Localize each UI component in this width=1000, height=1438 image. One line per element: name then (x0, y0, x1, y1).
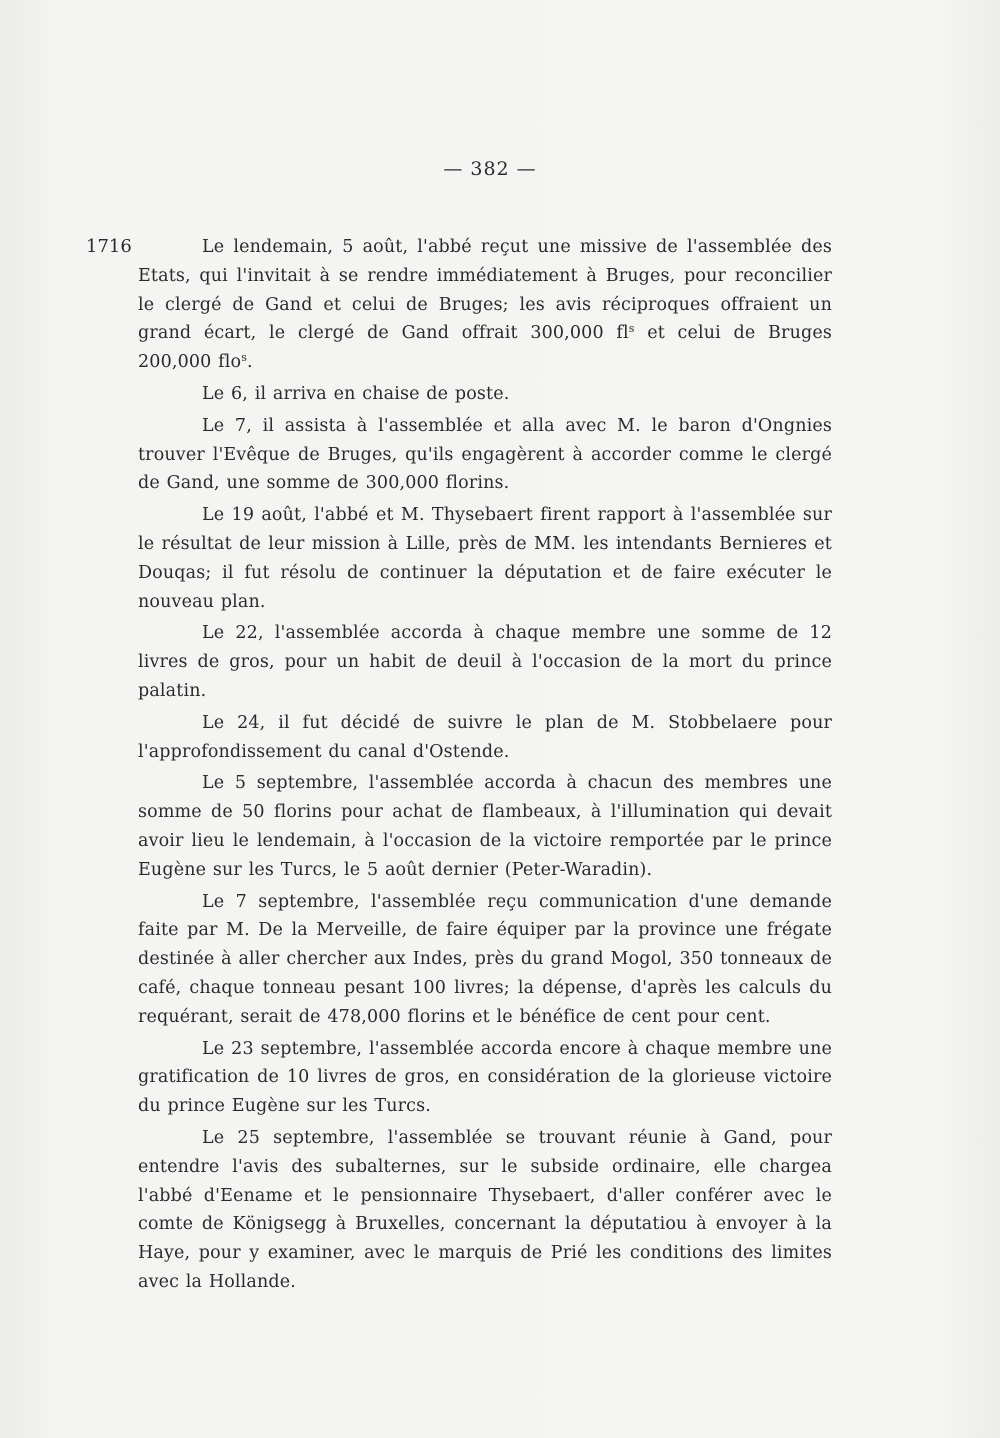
paragraph-1-text-c: . (247, 352, 253, 373)
paragraph-7: Le 5 septembre, l'assemblée accorda à chacun des membres une somme de 50 florins pour achat de flambeaux, à l'illumination qui devait avoir lieu le lendemain, à l'occasion de la victoire remportée par le prince Eugène sur les Turcs, le 5 août dernier (Peter-Waradin). (138, 773, 832, 880)
paragraph-1-superscript-a: s (628, 322, 635, 336)
margin-year: 1716 (86, 236, 132, 257)
paragraph-8: Le 7 septembre, l'assemblée reçu communication d'une demande faite par M. De la Merveille, de faire équiper par la province une frégate destinée à aller chercher aux Indes, près du grand Mogol, 350 tonneaux de café, chaque tonneau pesant 100 livres; la dépense, d'après les calculs du requérant, serait de 478,000 florins et le bénéfice de cent pour cent. (138, 891, 832, 1027)
paragraph-6: Le 24, il fut décidé de suivre le plan de M. Stobbelaere pour l'approfondissement du canal d'Ostende. (138, 712, 832, 762)
paragraph-5: Le 22, l'assemblée accorda à chaque membre une somme de 12 livres de gros, pour un habit de deuil à l'occasion de la mort du prince palatin. (138, 623, 832, 701)
body-text (138, 233, 832, 1300)
paragraph-3: Le 7, il assista à l'assemblée et alla avec M. le baron d'Ongnies trouver l'Evêque de Bruges, qu'ils engagèrent à accorder comme le clergé de Gand, une somme de 300,000 florins. (138, 415, 832, 494)
paragraph-10: Le 25 septembre, l'assemblée se trouvant réunie à Gand, pour entendre l'avis des subalternes, sur le subside ordinaire, elle chargea l'abbé d'Eename et le pensionnaire Thysebaert, d'aller conférer avec le comte de Königsegg à Bruxelles, concernant la députatiou à envoyer à la Haye, pour y examiner, avec le marquis de Prié les conditions des limites avec la Hollande. (138, 1127, 832, 1292)
page-number: — 382 — (443, 158, 537, 180)
paragraph-1-text-a: Le lendemain, 5 août, l'abbé reçut une missive de l'assemblée des Etats, qui l'invitait à se rendre immédiatement à Bruges, pour reconcilier le clergé de Gand et celui de Bruges; les avis réciproques offraient un grand écart, le clergé de Gand offrait 300,000 fl (138, 237, 832, 344)
paragraph-2: Le 6, il arriva en chaise de poste. (202, 383, 510, 404)
paragraph-9: Le 23 septembre, l'assemblée accorda encore à chaque membre une gratification de 10 livres de gros, en considération de la glorieuse victoire du prince Eugène sur les Turcs. (138, 1038, 832, 1117)
paragraph-1-text-b: et celui de Bruges 200,000 flo (138, 323, 832, 373)
paragraph-1 (138, 233, 832, 377)
paragraph-4: Le 19 août, l'abbé et M. Thysebaert firent rapport à l'assemblée sur le résultat de leur mission à Lille, près de MM. les intendants Bernieres et Douqas; il fut résolu de continuer la députation et de faire exécuter le nouveau plan. (138, 505, 832, 612)
paragraph-1-superscript-b: s (241, 351, 247, 365)
